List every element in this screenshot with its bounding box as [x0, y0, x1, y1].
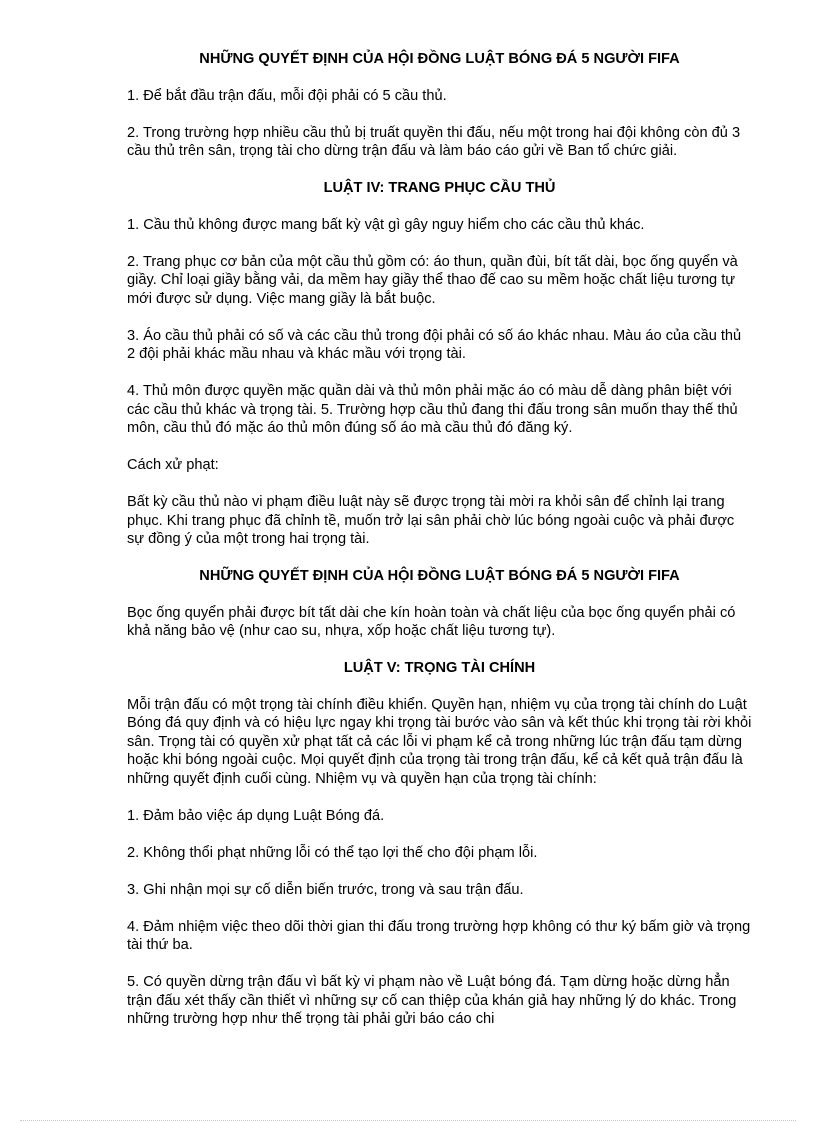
- document-body: [127, 50, 752, 1047]
- paragraph: 1. Để bắt đầu trận đấu, mỗi đội phải có 5 cầu thủ.: [127, 87, 447, 104]
- paragraph: 2. Trong trường hợp nhiều cầu thủ bị truất quyền thi đấu, nếu một trong hai đội không còn đủ 3 cầu thủ trên sân, trọng tài cho dừng trận đấu và làm báo cáo gửi về Ban tổ chức giải.: [127, 124, 741, 159]
- page-bottom-divider: [20, 1120, 796, 1121]
- paragraph: 3. Ghi nhận mọi sự cố diễn biến trước, trong và sau trận đấu.: [127, 881, 524, 898]
- paragraph: Bất kỳ cầu thủ nào vi phạm điều luật này sẽ được trọng tài mời ra khỏi sân để chỉnh lại trang phục. Khi trang phục đã chỉnh tề, muốn trở lại sân phải chờ lúc bóng ngoài cuộc và phải được sự đồng ý của một trong hai trọng tài.: [127, 494, 735, 547]
- paragraph: 5. Có quyền dừng trận đấu vì bất kỳ vi phạm nào về Luật bóng đá. Tạm dừng hoặc dừng hẳn trận đấu xét thấy cần thiết vì những sự cố can thiệp của khán giả hay những lý do khác. Trong những trường hợp như thế trọng tài phải gửi báo cáo chi: [127, 974, 737, 1027]
- section-heading-fifa-decisions: NHỮNG QUYẾT ĐỊNH CỦA HỘI ĐỒNG LUẬT BÓNG ĐÁ 5 NGƯỜI FIFA: [199, 51, 680, 67]
- paragraph: Bọc ống quyển phải được bít tất dài che kín hoàn toàn và chất liệu của bọc ống quyển phải có khả năng bảo vệ (như cao su, nhựa, xốp hoặc chất liệu tương tự).: [127, 604, 736, 639]
- section-heading-fifa-decisions: NHỮNG QUYẾT ĐỊNH CỦA HỘI ĐỒNG LUẬT BÓNG ĐÁ 5 NGƯỜI FIFA: [199, 568, 680, 584]
- paragraph: Mỗi trận đấu có một trọng tài chính điều khiển. Quyền hạn, nhiệm vụ của trọng tài chính do Luật Bóng đá quy định và có hiệu lực ngay khi trọng tài bước vào sân và kết thúc khi trọng tài rời khỏi sân. Trọng tài có quyền xử phạt tất cả các lỗi vi phạm kể cả trong những lúc trận đấu tạm dừng hoặc khi bóng ngoài cuộc. Mọi quyết định của trọng tài trong trận đấu, kể cả kết quả trận đấu là những quyết định cuối cùng. Nhiệm vụ và quyền hạn của trọng tài chính:: [127, 696, 752, 787]
- paragraph: Cách xử phạt:: [127, 457, 219, 473]
- paragraph: 4. Thủ môn được quyền mặc quần dài và thủ môn phải mặc áo có màu dễ dàng phân biệt với các cầu thủ khác và trọng tài. 5. Trường hợp cầu thủ đang thi đấu trong sân muốn thay thế thủ môn, cầu thủ đó mặc áo thủ môn đúng số áo mà cầu thủ đó đăng ký.: [127, 383, 738, 436]
- paragraph: 3. Áo cầu thủ phải có số và các cầu thủ trong đội phải có số áo khác nhau. Màu áo của cầu thủ 2 đội phải khác mầu nhau và khác mầu với trọng tài.: [127, 327, 742, 362]
- paragraph: 2. Không thổi phạt những lỗi có thể tạo lợi thế cho đội phạm lỗi.: [127, 844, 538, 861]
- paragraph: 1. Cầu thủ không được mang bất kỳ vật gì gây nguy hiểm cho các cầu thủ khác.: [127, 216, 645, 233]
- paragraph: 4. Đảm nhiệm việc theo dõi thời gian thi đấu trong trường hợp không có thư ký bấm giờ và trọng tài thứ ba.: [127, 918, 751, 953]
- section-heading-law-iv: LUẬT IV: TRANG PHỤC CẦU THỦ: [323, 180, 556, 196]
- paragraph: 2. Trang phục cơ bản của một cầu thủ gồm có: áo thun, quần đùi, bít tất dài, bọc ống quyển và giầy. Chỉ loại giầy bằng vải, da mềm hay giầy thể thao đế cao su mềm hoặc chất liệu tương tự mới được sử dụng. Việc mang giầy là bắt buộc.: [127, 253, 738, 307]
- paragraph: 1. Đảm bảo việc áp dụng Luật Bóng đá.: [127, 807, 385, 824]
- section-heading-law-v: LUẬT V: TRỌNG TÀI CHÍNH: [343, 660, 536, 676]
